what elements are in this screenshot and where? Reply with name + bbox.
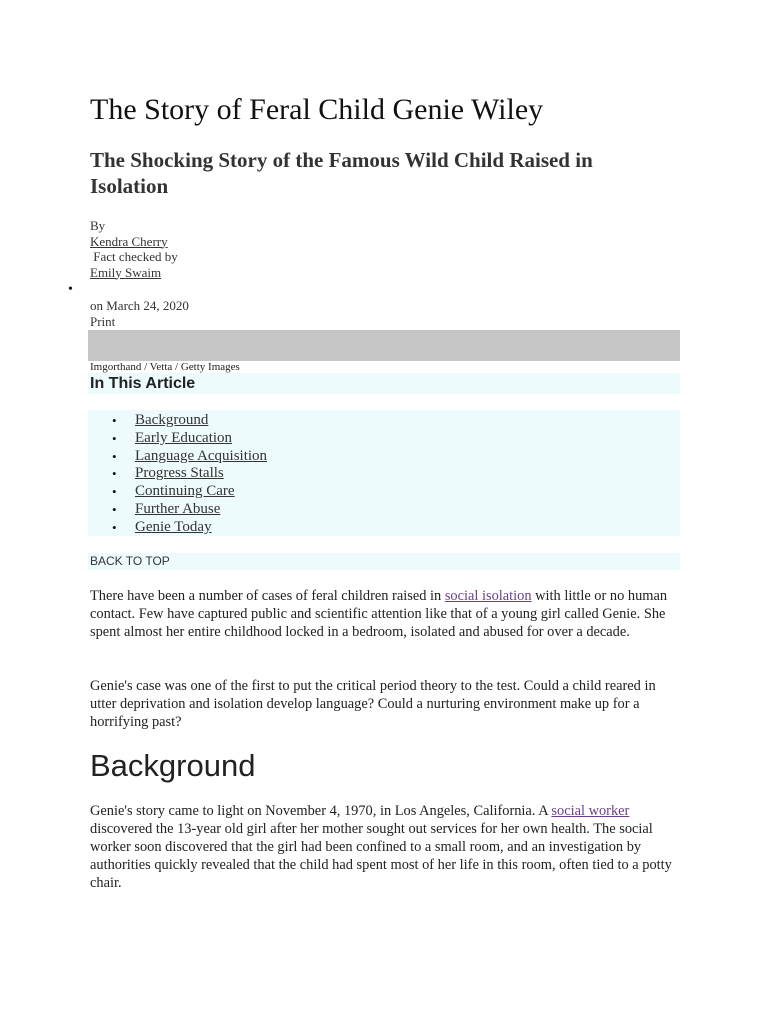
paragraph-text: with little or no human contact. Few have captured public and scientific attention like that of a young girl called Genie. She spent almost her entire childhood locked in a bedroom, isolated and abused for over a decade. (90, 588, 668, 640)
author-link[interactable]: Kendra Cherry (90, 233, 168, 249)
toc-item-background (135, 412, 267, 430)
image-credit: Imgorthand / Vetta / Getty Images (90, 361, 240, 373)
section-heading-background: Background (90, 748, 256, 783)
toc-link[interactable]: Genie Today (135, 518, 212, 535)
by-label: By (90, 218, 106, 233)
toc-link[interactable]: Background (135, 412, 209, 428)
social-isolation-link[interactable]: social isolation (444, 588, 532, 604)
bullet-icon: • (68, 282, 73, 297)
social-worker-link[interactable]: social worker (551, 803, 630, 819)
toc-link[interactable]: Continuing Care (135, 483, 235, 500)
toc-item-genie-today (135, 519, 267, 537)
toc-item-continuing-care (135, 483, 267, 501)
print-link[interactable]: Print (90, 314, 116, 329)
toc-item-further-abuse (135, 501, 267, 519)
toc-link[interactable]: Early Education (135, 429, 233, 446)
back-to-top-link[interactable]: BACK TO TOP (88, 553, 680, 570)
paragraph-text: There have been a number of cases of feral children raised in (90, 588, 445, 604)
article-subtitle: The Shocking Story of the Famous Wild Child Raised in Isolation (90, 148, 593, 198)
toc-item-progress-stalls (135, 465, 267, 483)
body-paragraph (90, 587, 680, 641)
toc-item-language-acquisition (135, 448, 267, 466)
paragraph-text: discovered the 13-year old girl after her mother sought out services for her own health. The social worker soon discovered that the girl had been confined to a small room, and an investigation by authorities quickly revealed that the child had spent most of her life in this room, often tied to a potty chair. (90, 821, 672, 891)
body-paragraph: Genie's case was one of the first to put the critical period theory to the test. Could a child reared in utter deprivation and isolation develop language? Could a nurturing environment make up for a horrifying past? (90, 678, 656, 730)
toc-item-early-education (135, 430, 267, 448)
toc-link[interactable]: Language Acquisition (135, 447, 268, 464)
body-paragraph (90, 802, 680, 892)
hero-image-placeholder (88, 330, 680, 361)
toc-link[interactable]: Progress Stalls (135, 465, 224, 482)
fact-checker-link[interactable]: Emily Swaim (90, 264, 162, 280)
article-meta (90, 298, 189, 330)
toc-link[interactable]: Further Abuse (135, 500, 221, 517)
fact-checked-label: Fact checked by (93, 249, 178, 264)
paragraph-text: Genie's story came to light on November 4, 1970, in Los Angeles, California. A (90, 803, 552, 819)
byline (90, 218, 178, 280)
toc-heading: In This Article (88, 373, 680, 394)
publish-date: on March 24, 2020 (90, 298, 189, 313)
article-title: The Story of Feral Child Genie Wiley (90, 93, 544, 126)
toc-list (135, 412, 267, 537)
